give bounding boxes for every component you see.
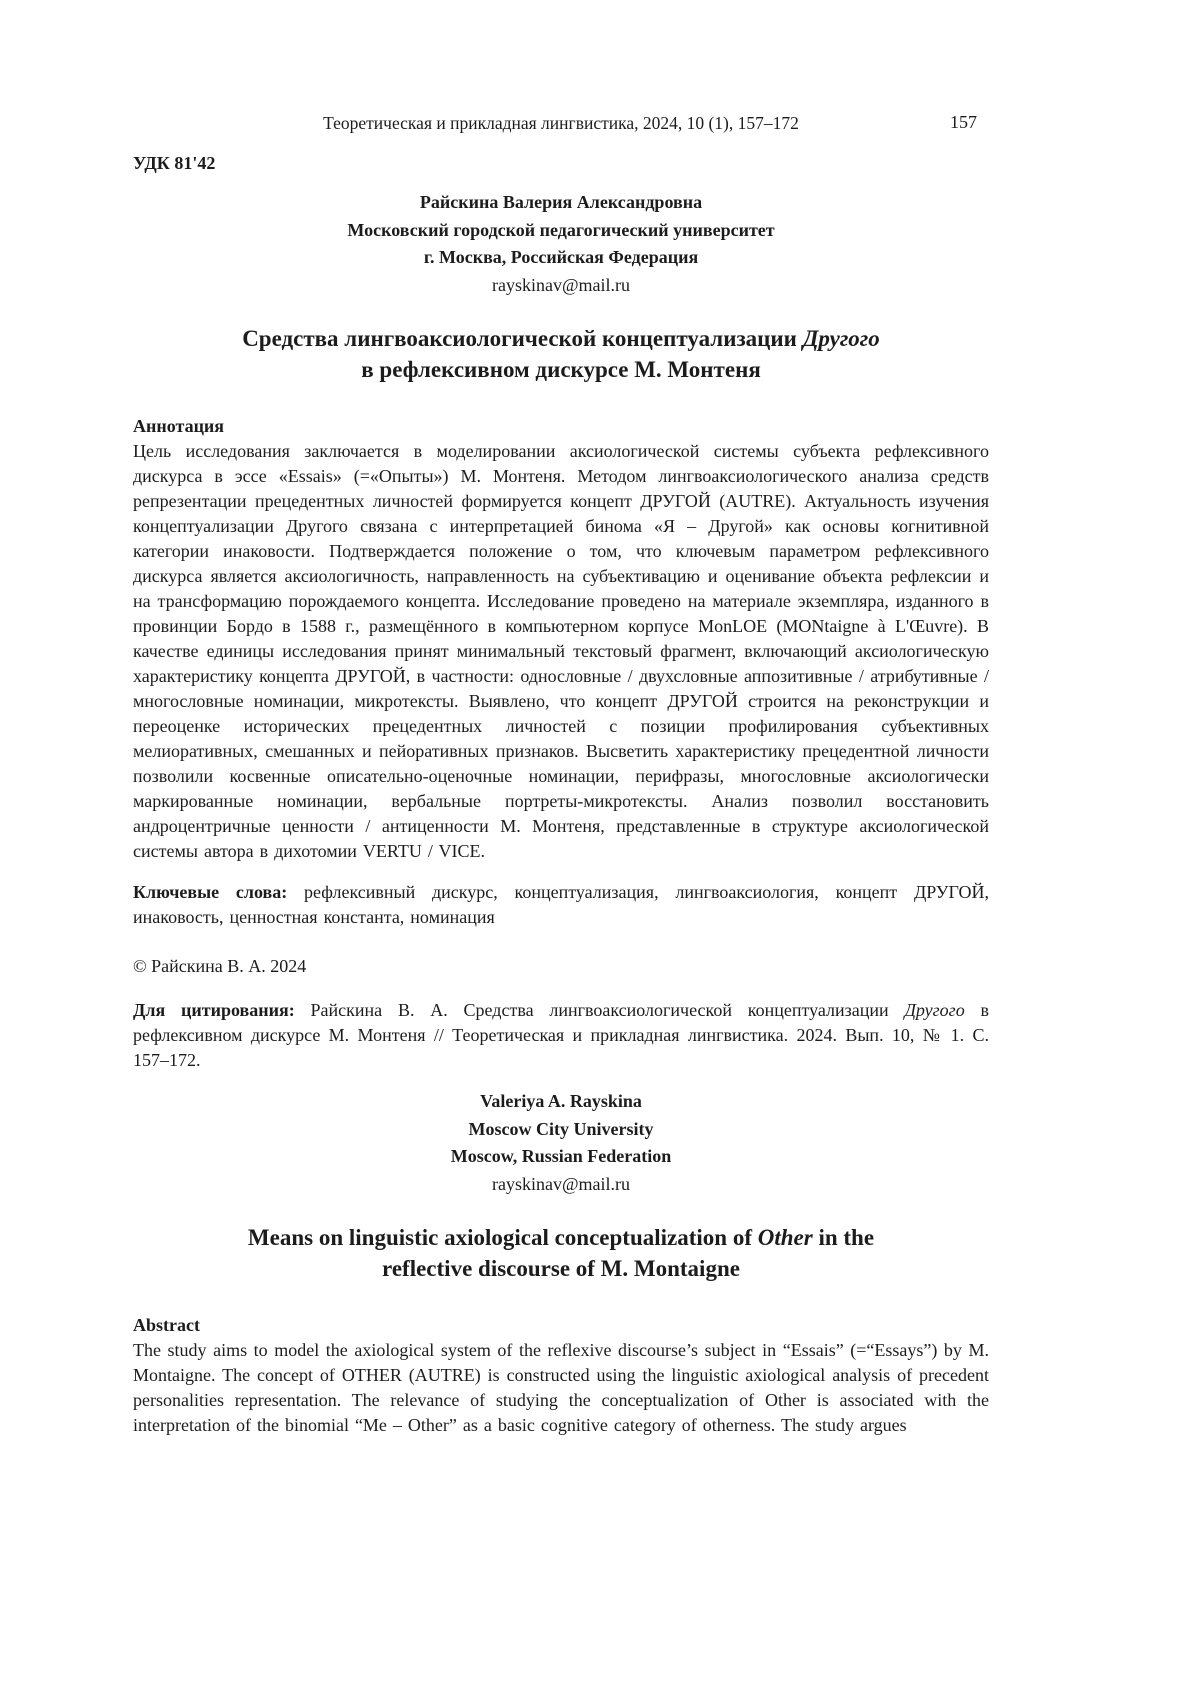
- abstract-label: Abstract: [133, 1315, 200, 1335]
- article-title-en: [133, 1222, 989, 1284]
- copyright-line: © Райскина В. А. 2024: [133, 956, 307, 976]
- author-location-ru: г. Москва, Российская Федерация: [423, 247, 699, 267]
- annotation-body: Цель исследования заключается в моделировании аксиологической системы субъекта рефлексивного дискурса в эссе «Essais» (=«Опыты») М. Монтеня. Методом лингвоаксиологического анализа средств репрезентации прецедентных личностей формируется концепт ДРУГОЙ (AUTRE). Актуальность изучения концептуализации Другого связана с интерпретацией бинома «Я – Другой» как основы когнитивной категории инаковости. Подтверждается положение о том, что ключевым параметром рефлексивного дискурса является аксиологичность, направленность на субъективацию и оценивание объекта рефлексии и на трансформацию порождаемого концепта. Исследование проведено на материале экземпляра, изданного в провинции Бордо в 1588 г., размещённого в компьютерном корпусе MonLOE (MONtaigne à L'Œuvre). В качестве единицы исследования принят минимальный текстовый фрагмент, включающий аксиологическую характеристику концепта ДРУГОЙ, в частности: однословные / двухсловные аппозитивные / атрибутивные / многословные номинации, микротексты. Выявлено, что концепт ДРУГОЙ строится на реконструкции и переоценке исторических прецедентных личностей с позиции профилирования субъективных мелиоративных, смешанных и пейоративных признаков. Высветить характеристику прецедентной личности позволили косвенные описательно-оценочные номинации, перифразы, многословные аксиологически маркированные номинации, вербальные портреты-микротексты. Анализ позволил восстановить андроцентричные ценности / антиценности М. Монтеня, представленные в структуре аксиологической системы автора в дихотомии VERTU / VICE.: [133, 441, 989, 861]
- title-ru-line1-text: Средства лингвоаксиологической концептуализации: [242, 326, 803, 351]
- keywords-paragraph: [133, 880, 989, 930]
- journal-title-line: Теоретическая и прикладная лингвистика, 2024, 10 (1), 157–172: [323, 113, 799, 133]
- udc-code: УДК 81'42: [133, 153, 216, 173]
- author-email-en: rayskinav@mail.ru: [491, 1173, 631, 1194]
- author-name-ru: Райскина Валерия Александровна: [419, 192, 703, 212]
- title-ru-line2: в рефлексивном дискурсе М. Монтеня: [361, 357, 761, 382]
- keywords-label: Ключевые слова:: [133, 882, 288, 902]
- keywords-list: рефлексивный дискурс, концептуализация, лингвоаксиология, концепт ДРУГОЙ, инаковость, ценностная константа, номинация: [133, 882, 989, 927]
- citation-text2: в рефлексивном дискурсе М. Монтеня // Теоретическая и прикладная лингвистика. 2024. Вып. 10, № 1. С. 157–172.: [133, 1000, 989, 1070]
- page-content: [133, 112, 989, 1438]
- page-number: 157: [950, 112, 977, 132]
- author-affiliation-ru: Московский городской педагогический университет: [347, 219, 775, 240]
- title-en-line1-italic: Other: [757, 1225, 813, 1250]
- author-affiliation-en: Moscow City University: [468, 1118, 654, 1139]
- annotation-label: Аннотация: [133, 416, 225, 436]
- author-block-en: [133, 1088, 989, 1198]
- title-en-line1-tail: in the: [812, 1225, 875, 1250]
- abstract-en-body: The study aims to model the axiological system of the reflexive discourse’s subject in “Essais” (=“Essays”) by M. Montaigne. The concept of OTHER (AUTRE) is constructed using the linguistic axiological analysis of precedent personalities representation. The relevance of studying the conceptualization of Other is associated with the interpretation of the binomial “Me – Other” as a basic cognitive category of otherness. The study argues: [133, 1340, 989, 1435]
- citation-text1: Райскина В. А. Средства лингвоаксиологической концептуализации: [294, 1000, 905, 1020]
- citation-label: Для цитирования:: [133, 1000, 295, 1020]
- title-ru-line1-italic: Другого: [802, 326, 880, 351]
- title-en-line1-text: Means on linguistic axiological conceptualization of: [247, 1225, 758, 1250]
- author-block-ru: [133, 189, 989, 299]
- citation-paragraph: [133, 998, 989, 1073]
- article-title-ru: [133, 323, 989, 385]
- running-head: [133, 112, 989, 134]
- citation-italic: Другого: [904, 1000, 965, 1020]
- author-email-ru: rayskinav@mail.ru: [491, 274, 631, 295]
- author-location-en: Moscow, Russian Federation: [450, 1146, 672, 1166]
- author-name-en: Valeriya A. Rayskina: [480, 1091, 642, 1111]
- title-en-line2: reflective discourse of M. Montaigne: [382, 1256, 740, 1281]
